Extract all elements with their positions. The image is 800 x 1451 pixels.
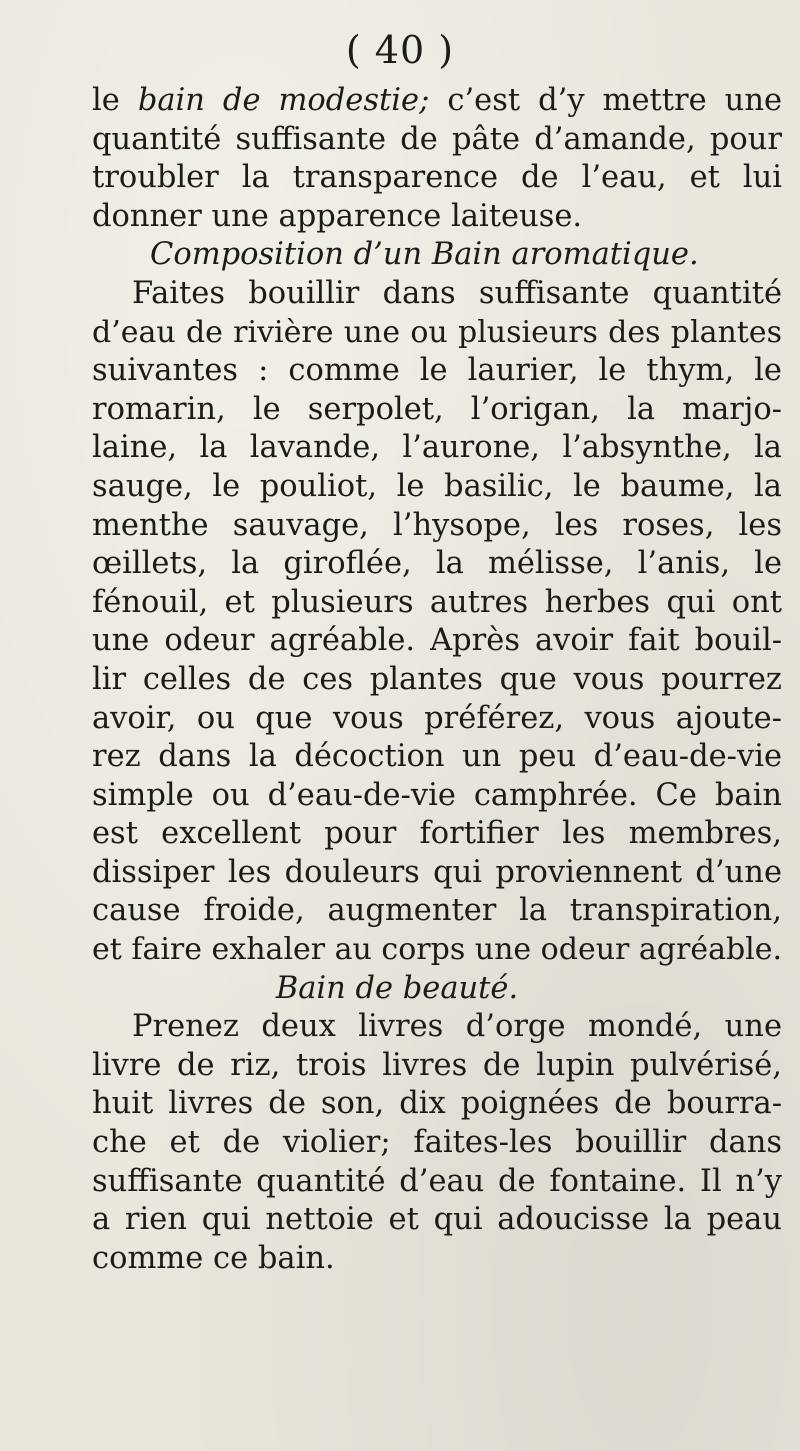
line-text: le	[92, 83, 138, 118]
line-text: c’est d’y mettre une	[429, 83, 783, 118]
body-text	[92, 82, 782, 1278]
text-line: simple ou d’eau-de-vie camphrée. Ce bain	[92, 777, 782, 813]
text-line: dissiper les douleurs qui proviennent d’une	[92, 854, 782, 890]
text-line: quantité suffisante de pâte d’amande, pour	[92, 121, 782, 157]
text-line: suffisante quantité d’eau de fontaine. Il n’y	[92, 1163, 782, 1199]
text-line: rez dans la décoction un peu d’eau-de-vie	[92, 739, 782, 775]
text-line: huit livres de son, dix poignées de bourra-	[92, 1086, 782, 1122]
text-line: d’eau de rivière une ou plusieurs des plantes	[92, 314, 782, 350]
text-line: avoir, ou que vous préférez, vous ajoute-	[92, 700, 782, 736]
text-line: menthe sauvage, l’hysope, les roses, les	[92, 507, 782, 543]
text-line	[92, 82, 782, 121]
text-line: est excellent pour fortifier les membres,	[92, 816, 782, 852]
text-line: lir celles de ces plantes que vous pourrez	[92, 661, 782, 697]
text-line: romarin, le serpolet, l’origan, la marjo-	[92, 391, 782, 427]
text-line: che et de violier; faites-les bouillir dans	[92, 1125, 782, 1161]
text-line: troubler la transparence de l’eau, et lui	[92, 160, 782, 196]
text-line: et faire exhaler au corps une odeur agréable.	[92, 932, 783, 968]
text-line: laine, la lavande, l’aurone, l’absynthe, la	[92, 430, 782, 466]
page-number: ( 40 )	[345, 28, 455, 72]
text-line: Prenez deux livres d’orge mondé, une	[132, 1009, 782, 1045]
text-line: cause froide, augmenter la transpiration,	[92, 893, 782, 929]
text-line: suivantes : comme le laurier, le thym, le	[92, 353, 782, 389]
text-line: œillets, la giroflée, la mélisse, l’anis, le	[92, 546, 782, 582]
text-line: a rien qui nettoie et qui adoucisse la peau	[92, 1202, 782, 1238]
text-line: une odeur agréable. Après avoir fait bouil-	[92, 623, 782, 659]
text-line: comme ce bain.	[92, 1240, 335, 1276]
section-heading: Bain de beauté.	[275, 970, 519, 1006]
section-heading: Composition d’un Bain aromatique.	[150, 237, 699, 273]
text-line: donner une apparence laiteuse.	[92, 198, 583, 234]
text-line: fénouil, et plusieurs autres herbes qui ont	[92, 584, 782, 620]
text-line: livre de riz, trois livres de lupin pulvérisé,	[92, 1047, 782, 1083]
text-line: sauge, le pouliot, le basilic, le baume, la	[92, 468, 782, 504]
italic-phrase: bain de modestie;	[137, 83, 430, 118]
text-line: Faites bouillir dans suffisante quantité	[132, 275, 782, 311]
